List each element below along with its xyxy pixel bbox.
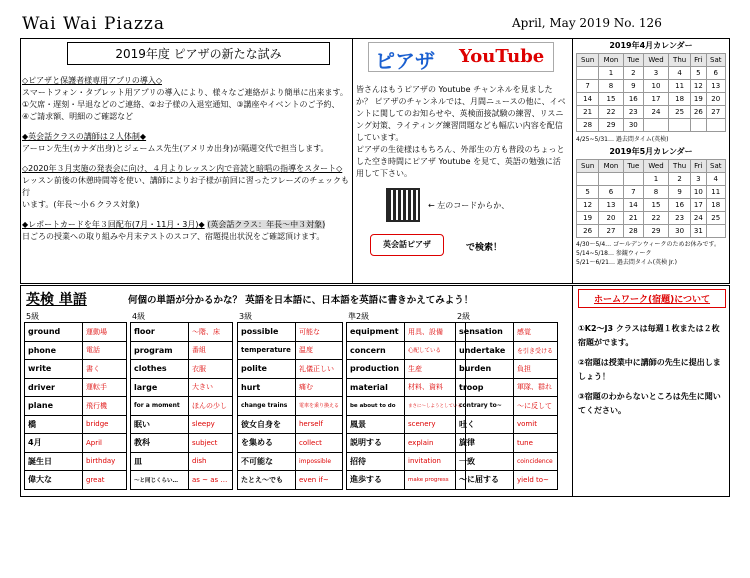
vocab-row xyxy=(347,360,466,379)
vocab-row xyxy=(25,397,127,416)
word: 説明する xyxy=(347,434,405,453)
word: 彼女自身を xyxy=(238,415,296,434)
vocab-row xyxy=(456,415,558,434)
new-attempts-section xyxy=(22,42,350,243)
cal-cell: 18 xyxy=(669,93,691,106)
word: 〜と同じくらい… xyxy=(131,471,189,490)
answer: を引き受ける xyxy=(514,341,558,360)
word: 一致 xyxy=(456,452,514,471)
calendar-title: 2019年5月カレンダー xyxy=(609,147,693,156)
cal-cell: 11 xyxy=(706,186,725,199)
answer: 可能な xyxy=(296,323,343,342)
word: troop xyxy=(456,378,514,397)
cal-cell xyxy=(706,225,725,238)
word: を集める xyxy=(238,434,296,453)
answer: 大きい xyxy=(189,378,233,397)
cal-cell: 26 xyxy=(577,225,599,238)
cal-cell: 24 xyxy=(691,212,706,225)
answer: great xyxy=(83,471,127,490)
word: 招待 xyxy=(347,452,405,471)
day-header: Wed xyxy=(643,54,668,67)
cal-cell: 24 xyxy=(643,106,668,119)
cal-cell: 10 xyxy=(643,80,668,93)
answer: 番組 xyxy=(189,341,233,360)
cal-cell: 18 xyxy=(706,199,725,212)
vocab-row xyxy=(347,415,466,434)
vocab-column-3 xyxy=(237,312,343,490)
word: large xyxy=(131,378,189,397)
calendar-april xyxy=(576,40,726,143)
cal-cell: 2 xyxy=(669,173,691,186)
word: 不可能な xyxy=(238,452,296,471)
answer: bridge xyxy=(83,415,127,434)
word: be about to do xyxy=(347,397,405,416)
cal-cell: 12 xyxy=(577,199,599,212)
cal-cell: 16 xyxy=(623,93,643,106)
answer: sleepy xyxy=(189,415,233,434)
vocab-row xyxy=(131,452,233,471)
answer: 電話 xyxy=(83,341,127,360)
word: equipment xyxy=(347,323,405,342)
word: burden xyxy=(456,360,514,379)
word: material xyxy=(347,378,405,397)
cal-cell: 20 xyxy=(706,93,725,106)
cal-cell: 25 xyxy=(706,212,725,225)
cal-cell: 8 xyxy=(643,186,668,199)
cal-cell: 9 xyxy=(623,80,643,93)
word: contrary to~ xyxy=(456,397,514,416)
cal-cell: 4 xyxy=(706,173,725,186)
vocab-column-2 xyxy=(455,312,558,490)
cal-cell: 27 xyxy=(706,106,725,119)
cal-cell: 28 xyxy=(623,225,643,238)
cal-cell: 2 xyxy=(623,67,643,80)
vocab-row xyxy=(238,452,343,471)
word: polite xyxy=(238,360,296,379)
word: 4月 xyxy=(25,434,83,453)
cal-cell: 3 xyxy=(691,173,706,186)
answer: 負担 xyxy=(514,360,558,379)
cal-cell xyxy=(577,67,599,80)
app-heading: ◇ピアザと保護者様専用アプリの導入◇ xyxy=(22,76,162,85)
day-header: Sat xyxy=(706,160,725,173)
cal-cell: 20 xyxy=(599,212,623,225)
logo-youtube: YouTube xyxy=(459,46,545,67)
cal-cell: 23 xyxy=(669,212,691,225)
calendar-title: 2019年4月カレンダー xyxy=(609,41,693,50)
answer: 礼儀正しい xyxy=(296,360,343,379)
vocab-row xyxy=(238,323,343,342)
vocab-row xyxy=(347,434,466,453)
word: 進歩する xyxy=(347,471,405,490)
word: temperature xyxy=(238,341,296,360)
answer: scenery xyxy=(405,415,466,434)
recital-heading: ◇2020年３月実施の発表会に向け、４月よりレッスン内で音読と暗唱の指導をスタート◇ xyxy=(22,164,343,173)
day-header: Sun xyxy=(577,160,599,173)
answer: 痛む xyxy=(296,378,343,397)
cal-cell: 19 xyxy=(577,212,599,225)
recital-line: います。(年長〜小６クラス対象) xyxy=(22,200,140,209)
day-header: Thu xyxy=(669,54,691,67)
vocab-row xyxy=(131,360,233,379)
day-header: Fri xyxy=(691,160,706,173)
report-line: 日ごろの授業への取り組みや月末テストのスコア、宿題提出状況をご確認頂けます。 xyxy=(22,232,325,241)
word: concern xyxy=(347,341,405,360)
qr-code[interactable] xyxy=(386,188,420,222)
grade-label: 5級 xyxy=(26,312,40,321)
search-suffix: で検索！ xyxy=(466,243,503,253)
cal-cell: 17 xyxy=(643,93,668,106)
recital-line: レッスン前後の休憩時間等を使い、講師によりお子様が前回に習ったフレーズのチェックも行 xyxy=(22,176,349,197)
vocab-row xyxy=(25,360,127,379)
word: ground xyxy=(25,323,83,342)
vocab-table xyxy=(130,322,233,490)
cal-cell: 14 xyxy=(623,199,643,212)
day-header: Thu xyxy=(669,160,691,173)
answer: ほんの少し xyxy=(189,397,233,416)
day-header: Tue xyxy=(623,160,643,173)
answer: invitation xyxy=(405,452,466,471)
cal-cell: 22 xyxy=(643,212,668,225)
cal-cell: 5 xyxy=(691,67,706,80)
word: phone xyxy=(25,341,83,360)
answer: 温度 xyxy=(296,341,343,360)
vocab-row xyxy=(238,434,343,453)
vocab-row xyxy=(456,452,558,471)
cal-cell xyxy=(691,119,706,132)
cal-cell: 25 xyxy=(669,106,691,119)
word: 〜に屈する xyxy=(456,471,514,490)
cal-cell: 21 xyxy=(577,106,599,119)
divider xyxy=(352,38,353,284)
answer: vomit xyxy=(514,415,558,434)
day-header: Sun xyxy=(577,54,599,67)
answer: impossible xyxy=(296,452,343,471)
cal-cell: 17 xyxy=(691,199,706,212)
cal-cell xyxy=(706,119,725,132)
answer: 飛行機 xyxy=(83,397,127,416)
vocab-row xyxy=(456,434,558,453)
vocab-row xyxy=(131,434,233,453)
cal-cell: 30 xyxy=(623,119,643,132)
cal-cell: 19 xyxy=(691,93,706,106)
day-header: Sat xyxy=(706,54,725,67)
vocab-row xyxy=(25,415,127,434)
grade-label: 準2級 xyxy=(348,312,370,321)
word: possible xyxy=(238,323,296,342)
vocab-row xyxy=(238,341,343,360)
word: clothes xyxy=(131,360,189,379)
vocab-row xyxy=(238,471,343,490)
cal-cell xyxy=(623,173,643,186)
word: write xyxy=(25,360,83,379)
answer: 電車を乗り換える xyxy=(296,397,343,416)
cal-cell: 11 xyxy=(669,80,691,93)
vocab-row xyxy=(25,471,127,490)
word: floor xyxy=(131,323,189,342)
cal-cell xyxy=(643,119,668,132)
word: driver xyxy=(25,378,83,397)
vocab-row xyxy=(456,471,558,490)
answer: 軍隊、群れ xyxy=(514,378,558,397)
cal-cell: 21 xyxy=(623,212,643,225)
answer: even if~ xyxy=(296,471,343,490)
cal-cell: 29 xyxy=(643,225,668,238)
calendar-table xyxy=(576,53,726,132)
vocab-table xyxy=(24,322,127,490)
word: 偉大な xyxy=(25,471,83,490)
word: 吐く xyxy=(456,415,514,434)
cal-cell xyxy=(577,173,599,186)
vocab-table xyxy=(346,322,466,490)
youtube-section xyxy=(356,42,568,260)
vocab-column-5 xyxy=(24,312,127,490)
cal-cell: 7 xyxy=(577,80,599,93)
cal-cell: 1 xyxy=(599,67,623,80)
cal-cell: 9 xyxy=(669,186,691,199)
word: program xyxy=(131,341,189,360)
word: for a moment xyxy=(131,397,189,416)
qr-note: ← 左のコードからか、 xyxy=(428,201,510,210)
day-header: Tue xyxy=(623,54,643,67)
calendar-note: 4/30〜5/4… ゴールデンウィークのためお休みです。 xyxy=(576,241,720,248)
homework-item: ③宿題のわからないところは先生に聞いてください。 xyxy=(578,392,721,415)
calendar-note: 5/14~5/18… 参観ウィーク xyxy=(576,250,652,257)
cal-cell: 3 xyxy=(643,67,668,80)
answer: 生産 xyxy=(405,360,466,379)
vocab-row xyxy=(347,452,466,471)
answer: 〜に反して xyxy=(514,397,558,416)
word: 旋律 xyxy=(456,434,514,453)
vocab-column-4 xyxy=(130,312,233,490)
word: change trains xyxy=(238,397,296,416)
app-line: ①欠席・遅刻・早退などのご連絡、②お子様の入退室通知、③講座やイベントのご予約、 xyxy=(22,100,340,109)
answer: 運動場 xyxy=(83,323,127,342)
cal-cell: 16 xyxy=(669,199,691,212)
cal-cell: 23 xyxy=(623,106,643,119)
day-header: Wed xyxy=(643,160,668,173)
answer: 用具、設備 xyxy=(405,323,466,342)
homework-item: ①K2〜J3 クラスは毎週１枚または２枚宿題がでます。 xyxy=(578,324,720,347)
cal-cell: 6 xyxy=(706,67,725,80)
word: 教科 xyxy=(131,434,189,453)
cal-cell: 15 xyxy=(599,93,623,106)
answer: まさに〜しようとしている xyxy=(405,397,466,416)
answer: as ~ as … xyxy=(189,471,233,490)
vocab-row xyxy=(456,360,558,379)
section-title: 2019年度 ピアザの新たな試み xyxy=(67,42,330,65)
answer: dish xyxy=(189,452,233,471)
cal-cell: 6 xyxy=(599,186,623,199)
search-box: 英会話ピアザ xyxy=(370,234,444,256)
answer: 運転手 xyxy=(83,378,127,397)
vocab-row xyxy=(131,323,233,342)
cal-cell: 29 xyxy=(599,119,623,132)
word: 風景 xyxy=(347,415,405,434)
word: 眠い xyxy=(131,415,189,434)
answer: explain xyxy=(405,434,466,453)
vocab-row xyxy=(238,397,343,416)
vocab-row xyxy=(25,378,127,397)
vocab-row xyxy=(25,452,127,471)
vocab-row xyxy=(25,341,127,360)
youtube-paragraph: 皆さんはもうピアザの Youtube チャンネルを見ましたか？ ピアザのチャンネルでは、月間ニュースの他に、イベントに関してのお知らせや、英検面接試験の練習、リスニング対策、ライティング練習問題なども幅広い内容を配信しています。 xyxy=(356,85,566,142)
day-header: Mon xyxy=(599,54,623,67)
word: 誕生日 xyxy=(25,452,83,471)
vocab-row xyxy=(131,341,233,360)
cal-cell: 4 xyxy=(669,67,691,80)
homework-title: ホームワーク(宿題)について xyxy=(578,289,726,308)
divider xyxy=(572,38,573,284)
grade-label: 4級 xyxy=(132,312,146,321)
vocab-row xyxy=(456,323,558,342)
answer: subject xyxy=(189,434,233,453)
cal-cell: 10 xyxy=(691,186,706,199)
cal-cell: 13 xyxy=(706,80,725,93)
cal-cell: 14 xyxy=(577,93,599,106)
vocab-row xyxy=(25,434,127,453)
vocab-row xyxy=(347,397,466,416)
vocab-title: 英検 単語 xyxy=(26,292,87,308)
conv-heading: ◆英会話クラスの講師は２人体制◆ xyxy=(22,132,147,141)
word: たとえ〜でも xyxy=(238,471,296,490)
vocab-row xyxy=(456,397,558,416)
answer: tune xyxy=(514,434,558,453)
issue-info: April, May 2019 No. 126 xyxy=(512,16,662,30)
app-line: ④ご請求額、明細のご確認など xyxy=(22,112,134,121)
vocab-question: 何個の単語が分かるかな？ 英語を日本語に、日本語を英語に書きかえてみよう！ xyxy=(128,295,474,306)
answer: 書く xyxy=(83,360,127,379)
answer: herself xyxy=(296,415,343,434)
grade-label: 2級 xyxy=(457,312,471,321)
vocab-row xyxy=(25,323,127,342)
vocab-row xyxy=(347,378,466,397)
cal-cell: 26 xyxy=(691,106,706,119)
vocab-table xyxy=(455,322,558,490)
divider xyxy=(572,285,573,497)
cal-cell: 8 xyxy=(599,80,623,93)
logo-piaza: ピアザ xyxy=(375,49,435,73)
answer: birthday xyxy=(83,452,127,471)
word: hurt xyxy=(238,378,296,397)
vocab-row xyxy=(347,323,466,342)
day-header: Mon xyxy=(599,160,623,173)
report-heading: ◆レポートカードを年３回配布(7月・11月・3月)◆ xyxy=(22,220,205,229)
word: 橋 xyxy=(25,415,83,434)
answer: 衣服 xyxy=(189,360,233,379)
answer: 材料、資料 xyxy=(405,378,466,397)
answer: April xyxy=(83,434,127,453)
vocab-table xyxy=(237,322,343,490)
conv-line: アーロン先生(カナダ出身)とジェームス先生(アメリカ出身)が隔週交代で担当します。 xyxy=(22,144,329,153)
answer: 感覚 xyxy=(514,323,558,342)
vocab-row xyxy=(456,341,558,360)
word: production xyxy=(347,360,405,379)
cal-cell xyxy=(599,173,623,186)
calendar-note: 5/21〜6/21… 過去問タイム(英検 Jr.) xyxy=(576,259,677,266)
answer: yield to~ xyxy=(514,471,558,490)
vocab-column-pre2 xyxy=(346,312,466,490)
cal-cell: 30 xyxy=(669,225,691,238)
answer: 〜階、床 xyxy=(189,323,233,342)
vocab-row xyxy=(238,378,343,397)
answer: coincidence xyxy=(514,452,558,471)
youtube-paragraph: ピアザの生徒様はもちろん、外部生の方も普段のちょっとした空き時間にピアザ Youtube を見て、英語の勉強に活用して下さい。 xyxy=(356,145,565,178)
app-line: スマートフォン・タブレット用アプリの導入により、様々なご連絡がより簡単に出来ます。 xyxy=(22,88,348,97)
vocab-row xyxy=(238,415,343,434)
word: undertake xyxy=(456,341,514,360)
homework-item: ②宿題は授業中に講師の先生に提出しましょう！ xyxy=(578,358,721,381)
cal-cell: 31 xyxy=(691,225,706,238)
vocab-row xyxy=(131,415,233,434)
answer: 心配している xyxy=(405,341,466,360)
calendar-table xyxy=(576,159,726,238)
report-note: (英会話クラス：年長〜中３対象) xyxy=(207,220,326,229)
word: sensation xyxy=(456,323,514,342)
cal-cell: 15 xyxy=(643,199,668,212)
vocab-row xyxy=(456,378,558,397)
vocab-row xyxy=(131,471,233,490)
cal-cell: 13 xyxy=(599,199,623,212)
cal-cell: 22 xyxy=(599,106,623,119)
day-header: Fri xyxy=(691,54,706,67)
vocab-row xyxy=(131,378,233,397)
vocab-row xyxy=(131,397,233,416)
cal-cell: 1 xyxy=(643,173,668,186)
grade-label: 3級 xyxy=(239,312,253,321)
vocab-row xyxy=(347,341,466,360)
cal-cell: 5 xyxy=(577,186,599,199)
vocab-row xyxy=(238,360,343,379)
word: plane xyxy=(25,397,83,416)
vocab-row xyxy=(347,471,466,490)
cal-cell: 28 xyxy=(577,119,599,132)
answer: make progress xyxy=(405,471,466,490)
homework-section xyxy=(578,289,726,424)
cal-cell: 7 xyxy=(623,186,643,199)
cal-cell xyxy=(669,119,691,132)
cal-cell: 27 xyxy=(599,225,623,238)
calendar-may xyxy=(576,146,726,267)
word: 皿 xyxy=(131,452,189,471)
calendar-note: 4/25~5/31… 過去問タイム(英検) xyxy=(576,136,669,143)
newsletter-title: Wai Wai Piazza xyxy=(22,14,166,34)
cal-cell: 12 xyxy=(691,80,706,93)
youtube-logo xyxy=(368,42,554,72)
answer: collect xyxy=(296,434,343,453)
